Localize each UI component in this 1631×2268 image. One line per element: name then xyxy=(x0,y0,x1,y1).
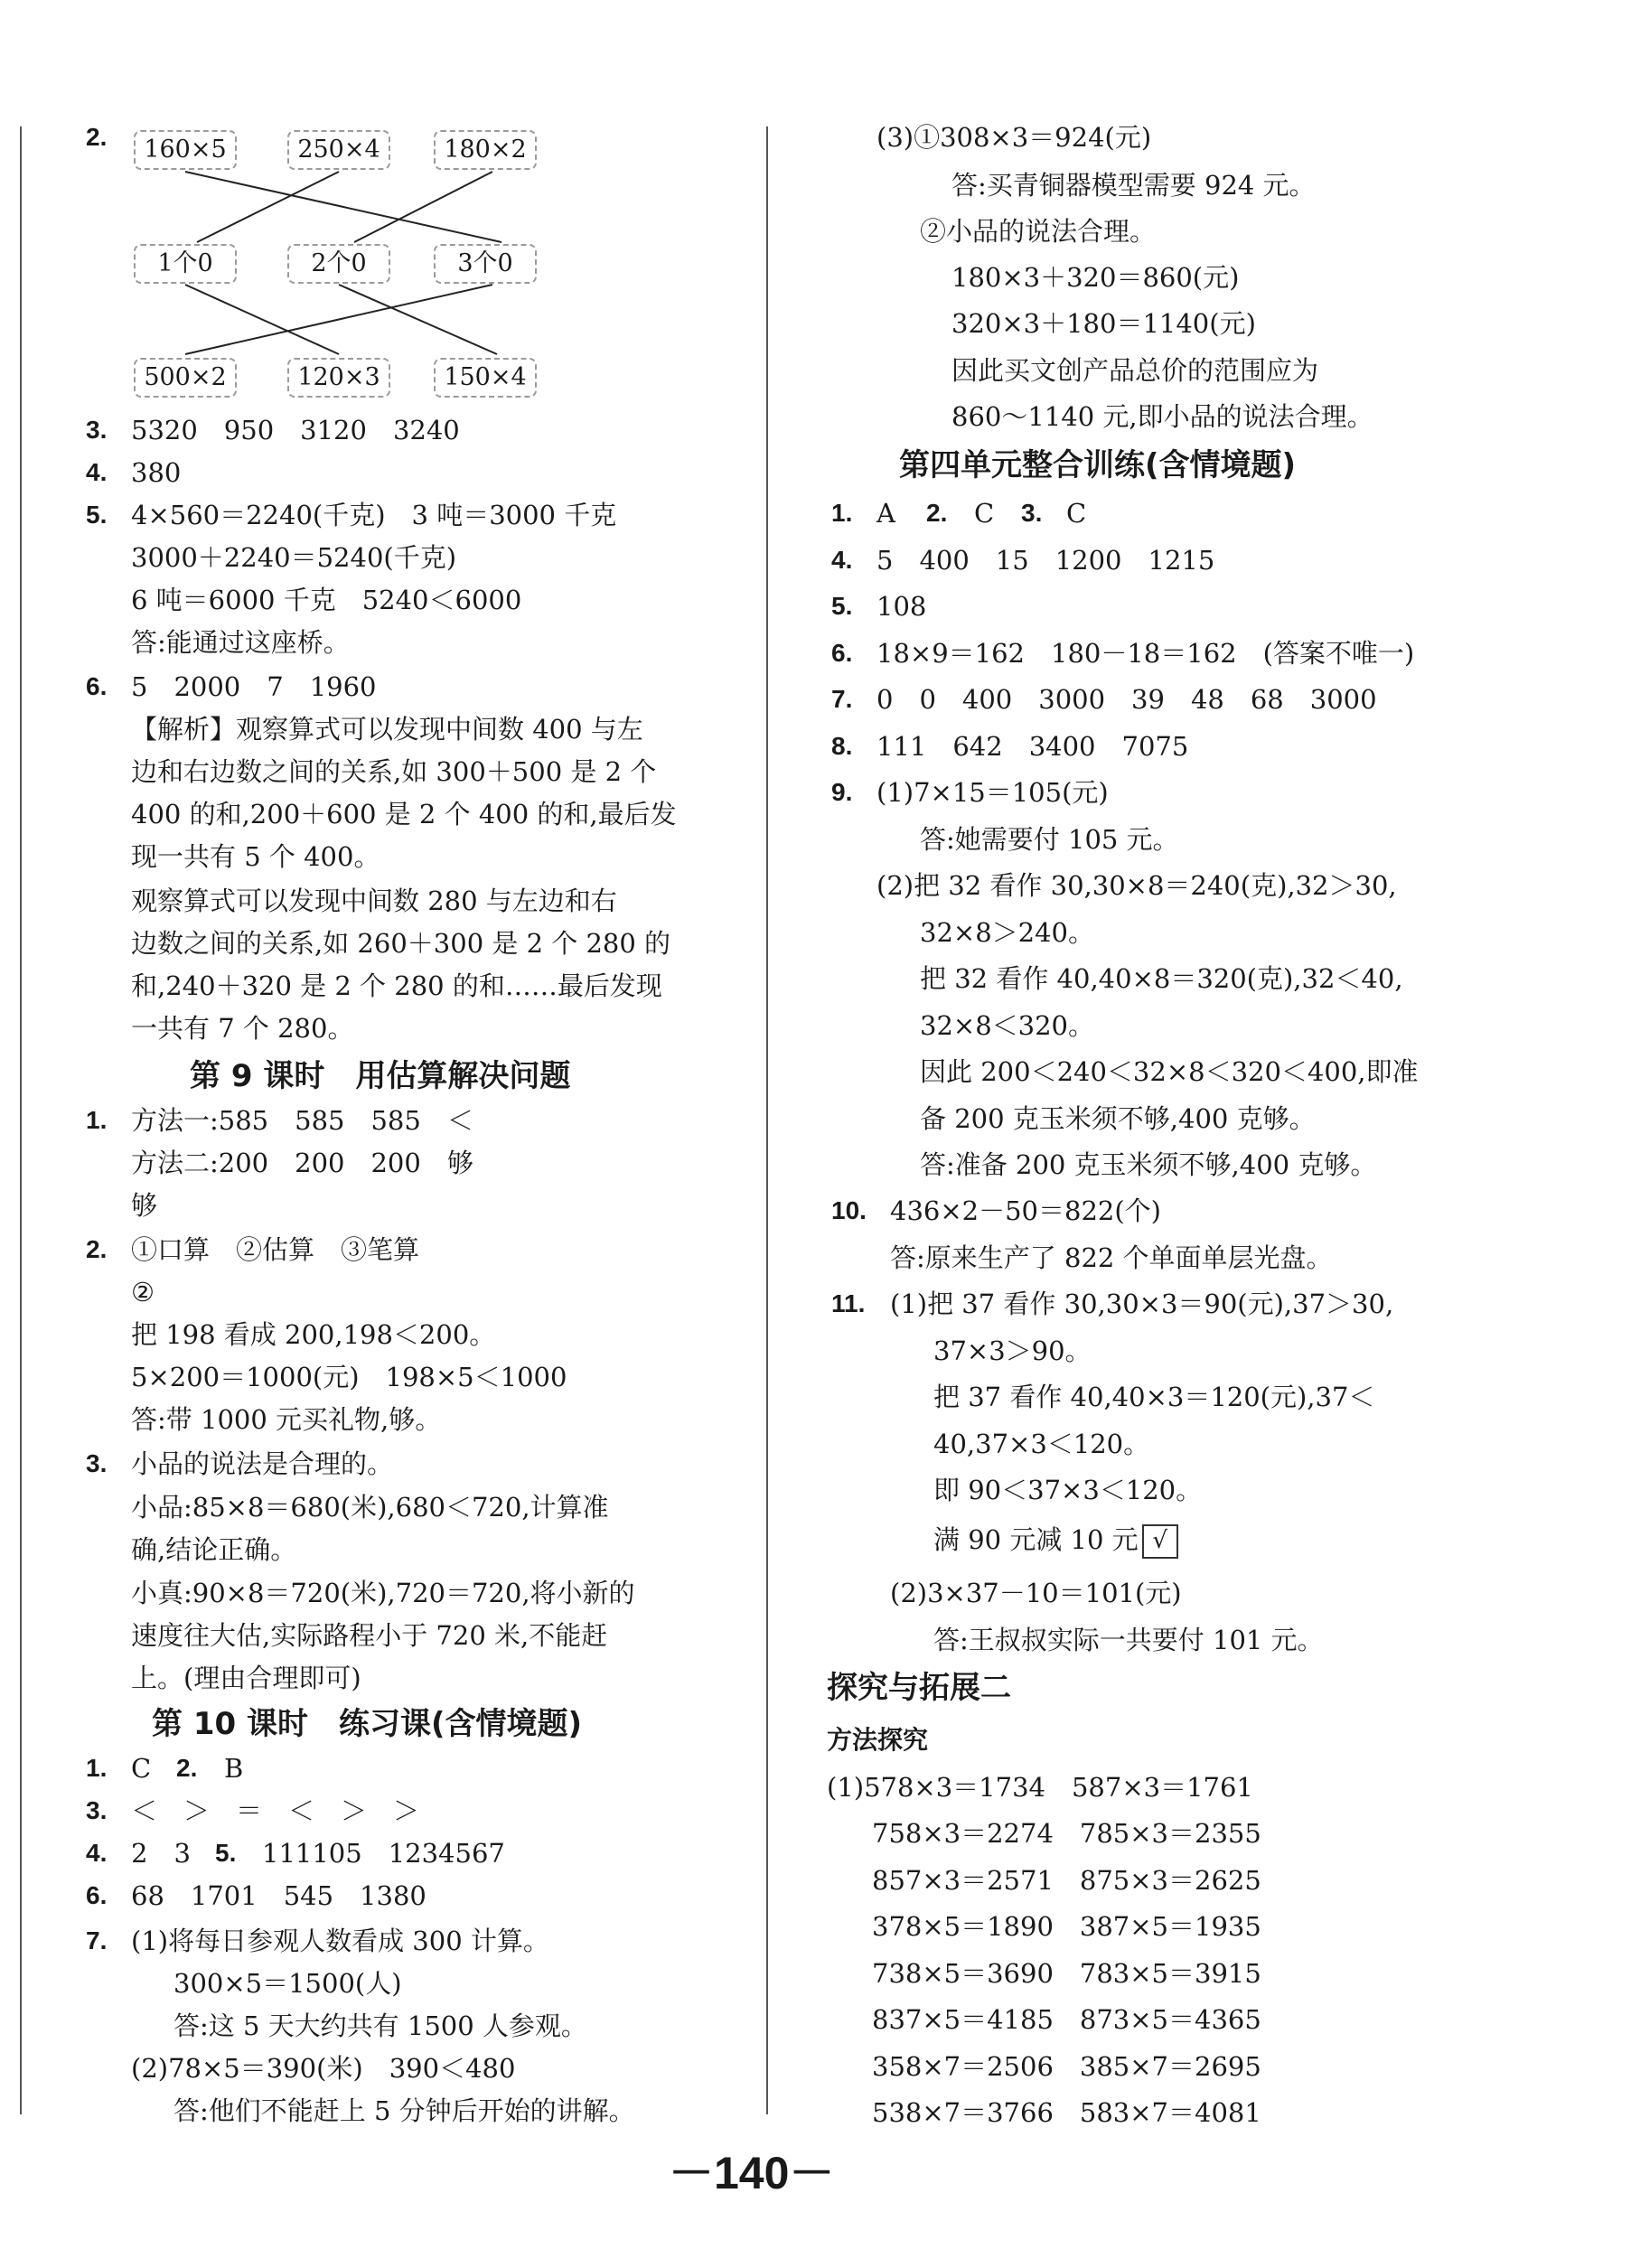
u9-line: 32×8＜320。 xyxy=(920,1010,1095,1041)
l10q7-line: 300×5＝1500(人) xyxy=(173,1968,402,1999)
u11-line: 把 37 看作 40,40×3＝120(元),37＜ xyxy=(933,1382,1375,1412)
u9-line: (2)把 32 看作 30,30×8＝240(克),32＞30, xyxy=(876,870,1397,901)
u6-answer: 18×9＝162 180－18＝162 (答案不唯一) xyxy=(876,638,1415,669)
u2-answer: C xyxy=(974,498,995,529)
l10q5-answer: 111105 1234567 xyxy=(262,1838,505,1869)
expr-box: 180×2 xyxy=(434,130,537,170)
l10q4-number: 4. xyxy=(86,1839,108,1867)
right-cont-line: 答:买青铜器模型需要 924 元。 xyxy=(951,170,1316,201)
zero-count-box: 1个0 xyxy=(134,244,237,284)
l10q3-number: 3. xyxy=(86,1796,108,1824)
u3-answer: C xyxy=(1066,498,1087,529)
q4-number: 4. xyxy=(86,458,108,486)
u5-number: 5. xyxy=(831,592,853,620)
explore-row: 738×5＝3690 783×5＝3915 xyxy=(872,1958,1261,1989)
u11-discount-line xyxy=(933,1523,1178,1559)
l9q2-number: 2. xyxy=(86,1235,108,1263)
l9q2-line: 把 198 看成 200,198＜200。 xyxy=(131,1319,496,1350)
checkbox-checked: √ xyxy=(1142,1524,1178,1559)
l10q7-line: (2)78×5＝390(米) 390＜480 xyxy=(131,2053,516,2084)
explore-row: 837×5＝4185 873×5＝4365 xyxy=(872,2004,1261,2035)
right-cont-line: 860～1140 元,即小品的说法合理。 xyxy=(951,401,1373,432)
l10q7-number: 7. xyxy=(86,1926,108,1954)
match-line xyxy=(339,285,497,354)
u11-line: 37×3＞90。 xyxy=(933,1335,1092,1366)
l10q7-line: 答:这 5 天大约共有 1500 人参观。 xyxy=(173,2010,587,2041)
u11-line: 40,37×3＜120。 xyxy=(933,1429,1150,1459)
l9q3-line: 小品:85×8＝680(米),680＜720,计算准 xyxy=(131,1492,609,1523)
u1-answer: A xyxy=(876,498,895,529)
u8-number: 8. xyxy=(831,732,853,760)
q6-analysis-line: 和,240＋320 是 2 个 280 的和……最后发现 xyxy=(131,970,662,1001)
explore-row: 758×3＝2274 785×3＝2355 xyxy=(872,1818,1261,1849)
matching-lines xyxy=(0,0,768,416)
right-cont-line: 320×3＋180＝1140(元) xyxy=(951,308,1256,339)
explore-row: 358×7＝2506 385×7＝2695 xyxy=(872,2051,1261,2082)
l9q3-line: 小真:90×8＝720(米),720＝720,将小新的 xyxy=(131,1578,635,1608)
l9q3-number: 3. xyxy=(86,1449,108,1477)
u9-line: 因此 200＜240＜32×8＜320＜400,即准 xyxy=(920,1056,1419,1087)
match-line xyxy=(197,172,339,242)
q6-analysis-line: 边和右边数之间的关系,如 300＋500 是 2 个 xyxy=(131,756,657,787)
q2-number: 2. xyxy=(86,123,108,151)
right-cont-line: (3)①308×3＝924(元) xyxy=(876,122,1152,153)
explore-row: 857×3＝2571 875×3＝2625 xyxy=(872,1865,1261,1896)
u8-answer: 111 642 3400 7075 xyxy=(876,731,1189,762)
zero-count-box: 3个0 xyxy=(434,244,537,284)
l9q2-line: ①口算 ②估算 ③笔算 xyxy=(131,1234,420,1265)
u11-line: (2)3×37－10＝101(元) xyxy=(890,1578,1182,1608)
right-cont-line: 因此买文创产品总价的范围应为 xyxy=(951,355,1319,386)
q5-number: 5. xyxy=(86,501,108,529)
expr-box: 250×4 xyxy=(287,130,390,170)
explore-row: 378×5＝1890 387×5＝1935 xyxy=(872,1911,1261,1942)
expr-box: 150×4 xyxy=(434,358,537,398)
l9q1-number: 1. xyxy=(86,1106,108,1134)
u9-line: 把 32 看作 40,40×8＝320(克),32＜40, xyxy=(920,963,1403,994)
l9q3-line: 上。(理由合理即可) xyxy=(131,1663,361,1693)
u10-line: 436×2－50＝822(个) xyxy=(890,1195,1161,1226)
u2-number: 2. xyxy=(926,499,948,527)
l10q3-answer: ＜ ＞ ＝ ＜ ＞ ＞ xyxy=(131,1795,420,1826)
q5-line: 答:能通过这座桥。 xyxy=(131,627,350,658)
explore-heading: 探究与拓展二 xyxy=(827,1670,1011,1706)
u4-number: 4. xyxy=(831,546,853,574)
match-line xyxy=(185,172,501,242)
l9q2-line: ② xyxy=(131,1277,155,1307)
right-cont-line: ②小品的说法合理。 xyxy=(920,216,1157,247)
explore-row: (1)578×3＝1734 587×3＝1761 xyxy=(827,1772,1253,1803)
l10q1-number: 1. xyxy=(86,1754,108,1782)
l9q2-line: 5×200＝1000(元) 198×5＜1000 xyxy=(131,1362,567,1392)
u11-line: 答:王叔叔实际一共要付 101 元。 xyxy=(933,1625,1324,1655)
l10q4-answer: 2 3 xyxy=(131,1838,191,1869)
l10q2-number: 2. xyxy=(176,1754,198,1782)
u11-discount-text: 满 90 元减 10 元 xyxy=(933,1524,1139,1555)
q5-line: 6 吨＝6000 千克 5240＜6000 xyxy=(131,585,522,615)
q5-line: 3000＋2240＝5240(千克) xyxy=(131,542,457,573)
match-line xyxy=(354,172,492,242)
q6-analysis-line: 边数之间的关系,如 260＋300 是 2 个 280 的 xyxy=(131,928,671,959)
l9q2-line: 答:带 1000 元买礼物,够。 xyxy=(131,1404,442,1435)
l9q3-line: 小品的说法是合理的。 xyxy=(131,1448,394,1479)
column-divider xyxy=(766,127,768,2114)
u3-number: 3. xyxy=(1021,499,1043,527)
l10q7-line: 答:他们不能赶上 5 分钟后开始的讲解。 xyxy=(173,2095,635,2126)
l10q6-number: 6. xyxy=(86,1881,108,1909)
q5-line: 4×560＝2240(千克) 3 吨＝3000 千克 xyxy=(131,500,617,530)
lesson9-heading: 第 9 课时 用估算解决问题 xyxy=(190,1058,571,1094)
u1-number: 1. xyxy=(831,499,853,527)
l10q7-line: (1)将每日参观人数看成 300 计算。 xyxy=(131,1926,549,1956)
u11-line: 即 90＜37×3＜120。 xyxy=(933,1475,1203,1505)
q3-number: 3. xyxy=(86,416,108,444)
u5-answer: 108 xyxy=(876,591,927,622)
explore-row: 538×7＝3766 583×7＝4081 xyxy=(872,2097,1261,2128)
expr-box: 120×3 xyxy=(287,358,390,398)
u11-number: 11. xyxy=(831,1289,866,1317)
l9q1-line: 够 xyxy=(131,1190,158,1221)
u9-number: 9. xyxy=(831,778,853,806)
u9-line: 32×8＞240。 xyxy=(920,917,1095,948)
u7-number: 7. xyxy=(831,685,853,713)
expr-box: 160×5 xyxy=(134,130,237,170)
u4-answer: 5 400 15 1200 1215 xyxy=(876,545,1215,576)
left-margin-rule xyxy=(20,127,22,2114)
match-line xyxy=(185,285,339,354)
expr-box: 500×2 xyxy=(134,358,237,398)
l9q3-line: 速度往大估,实际路程小于 720 米,不能赶 xyxy=(131,1620,608,1651)
l9q3-line: 确,结论正确。 xyxy=(131,1534,297,1565)
page-number: －140－ xyxy=(669,2148,835,2198)
u6-number: 6. xyxy=(831,639,853,667)
l9q1-line: 方法一:585 585 585 ＜ xyxy=(131,1105,473,1136)
match-line xyxy=(185,285,492,354)
u10-line: 答:原来生产了 822 个单面单层光盘。 xyxy=(890,1242,1333,1273)
l10q5-number: 5. xyxy=(215,1839,237,1867)
q6-number: 6. xyxy=(86,672,108,700)
l10q6-answer: 68 1701 545 1380 xyxy=(131,1880,426,1911)
l10q2-answer: B xyxy=(224,1753,244,1784)
unit4-heading: 第四单元整合训练(含情境题) xyxy=(899,447,1297,483)
u9-line: (1)7×15＝105(元) xyxy=(876,777,1109,808)
zero-count-box: 2个0 xyxy=(287,244,390,284)
lesson10-heading: 第 10 课时 练习课(含情境题) xyxy=(152,1706,583,1742)
q4-answer: 380 xyxy=(131,457,182,488)
u7-answer: 0 0 400 3000 39 48 68 3000 xyxy=(876,684,1377,715)
u9-line: 答:准备 200 克玉米须不够,400 克够。 xyxy=(920,1149,1377,1180)
q6-analysis-line: 观察算式可以发现中间数 280 与左边和右 xyxy=(131,886,617,916)
u9-line: 备 200 克玉米须不够,400 克够。 xyxy=(920,1103,1316,1134)
q3-answer: 5320 950 3120 3240 xyxy=(131,415,460,445)
method-subheading: 方法探究 xyxy=(827,1725,929,1755)
right-cont-line: 180×3＋320＝860(元) xyxy=(951,262,1240,293)
q6-analysis-line: 400 的和,200＋600 是 2 个 400 的和,最后发 xyxy=(131,799,677,829)
l9q1-line: 方法二:200 200 200 够 xyxy=(131,1148,473,1178)
u10-number: 10. xyxy=(831,1196,867,1224)
q6-analysis-line: 现一共有 5 个 400。 xyxy=(131,841,380,872)
q6-answer: 5 2000 7 1960 xyxy=(131,671,377,702)
q6-analysis-line: 【解析】观察算式可以发现中间数 400 与左 xyxy=(131,714,643,745)
u9-line: 答:她需要付 105 元。 xyxy=(920,824,1179,855)
q6-analysis-line: 一共有 7 个 280。 xyxy=(131,1013,354,1044)
u11-line: (1)把 37 看作 30,30×3＝90(元),37＞30, xyxy=(890,1289,1394,1319)
l10q1-answer: C xyxy=(131,1753,152,1784)
